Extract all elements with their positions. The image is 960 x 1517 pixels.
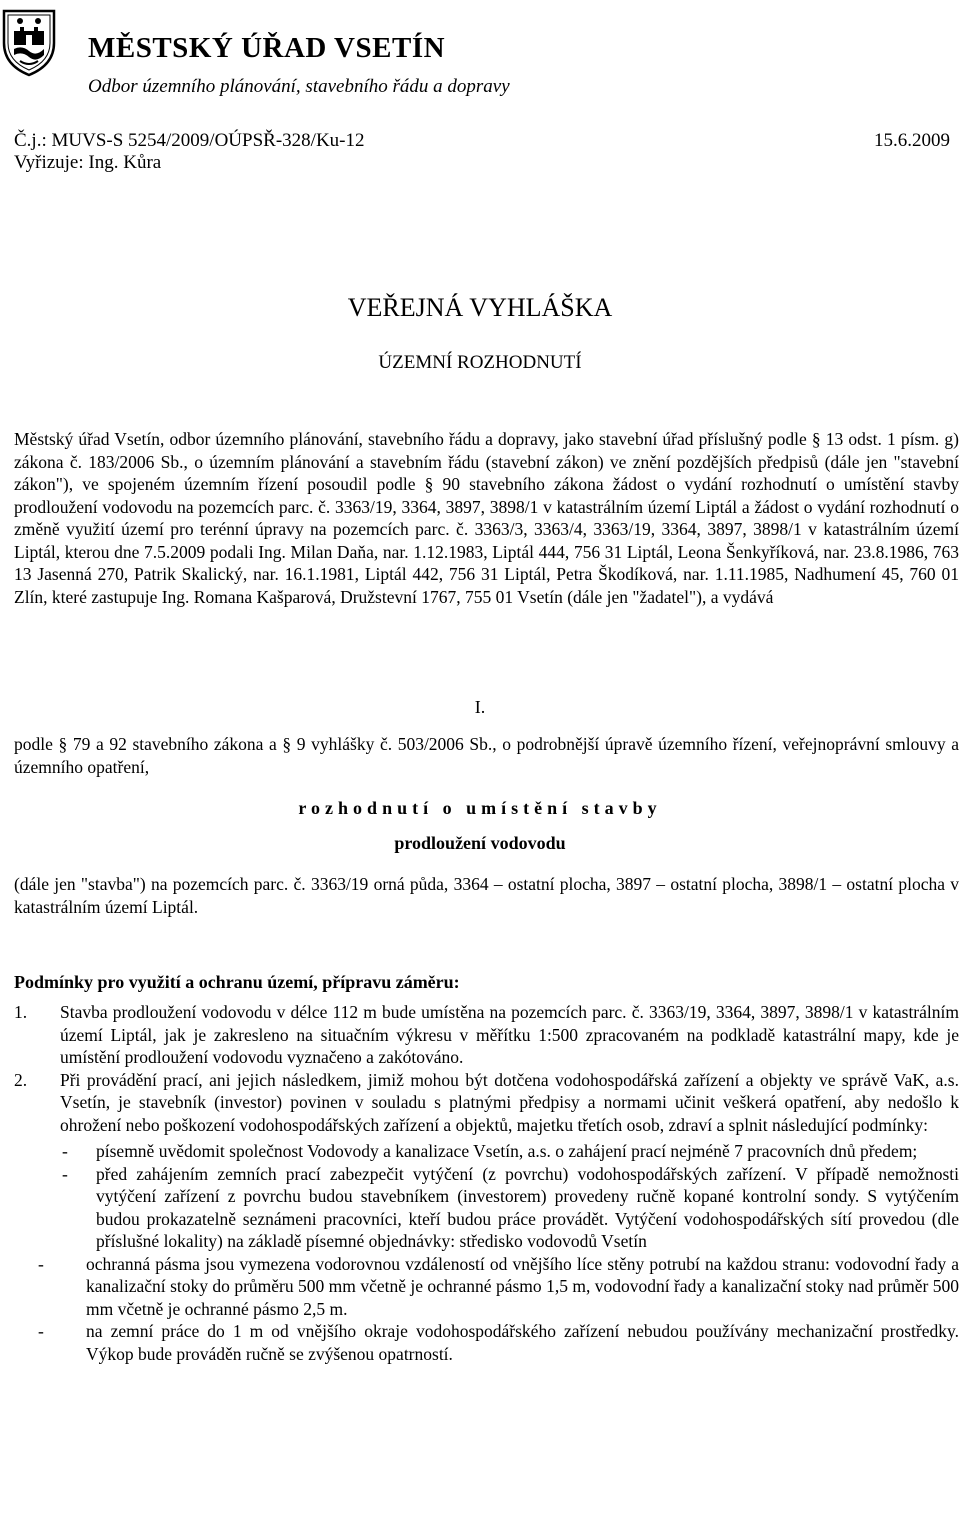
condition-number: 2. bbox=[14, 1069, 28, 1090]
decision-heading: rozhodnutí o umístění stavby bbox=[298, 798, 662, 818]
handler-name: Vyřizuje: Ing. Kůra bbox=[14, 152, 162, 173]
section-number: I. bbox=[474, 697, 486, 717]
decision-subject: prodloužení vodovodu bbox=[394, 833, 566, 853]
office-department: Odbor územního plánování, stavebního řádu a dopravy bbox=[88, 76, 510, 97]
condition-text: Stavba prodloužení vodovodu v délce 112 m bude umístěna na pozemcích parc. č. 3363/19, 3364, 3897, 3898/1 v katastrálním území Liptál, jak je zakresleno na situačním výkresu v měřítku 1:500 zpracovaném na podkladě katastrální mapy, kde je umístění prodloužení vodovodu vyznačeno a zakótováno. bbox=[60, 1002, 959, 1067]
office-title: MĚSTSKÝ ÚŘAD VSETÍN bbox=[88, 32, 446, 64]
legal-basis-paragraph: podle § 79 a 92 stavebního zákona a § 9 vyhlášky č. 503/2006 Sb., o podrobnější úpravě územního řízení, veřejnoprávní smlouvy a územního opatření, bbox=[14, 734, 959, 777]
condition-number: 1. bbox=[14, 1002, 28, 1022]
sub-condition-text: písemně uvědomit společnost Vodovody a kanalizace Vsetín, a.s. o zahájení prací nejméně 7 pracovních dnů předem; bbox=[96, 1141, 918, 1161]
reference-number: Č.j.: MUVS-S 5254/2009/OÚPSŘ-328/Ku-12 bbox=[14, 130, 365, 151]
reference-row bbox=[14, 130, 950, 152]
intro-paragraph: Městský úřad Vsetín, odbor územního plánování, stavebního řádu a dopravy, jako stavební úřad příslušný podle § 13 odst. 1 písm. g) zákona č. 183/2006 Sb., o územním plánování a stavebním řádu (stavební zákon) ve znění pozdějších předpisů (dále jen "stavební zákon"), ve spojeném územním řízení posoudil podle § 90 stavebního zákona žádost o vydání rozhodnutí o umístění stavby prodloužení vodovodu na pozemcích parc. č. 3363/19, 3364, 3897, 3898/1 v katastrálním území Liptál a žádost o vydání rozhodnutí o změně využití území pro terénní úpravy na pozemcích parc. č. 3363/3, 3363/4, 3363/19, 3364, 3897, 3898/1 v katastrálním území Liptál, kterou dne 7.5.2009 podali Ing. Milan Daňa, nar. 1.12.1983, Liptál 444, 756 31 Liptál, Leona Šenkyříková, nar. 23.8.1986, 763 13 Jasenná 270, Patrik Skalický, nar. 16.1.1981, Liptál 442, 756 31 Liptál, Petra Škodíková, nar. 1.11.1985, Nadhumení 45, 760 01 Zlín, které zastupuje Ing. Romana Kašparová, Družstevní 1767, 755 01 Vsetín (dále jen "žadatel"), a vydává bbox=[14, 429, 959, 607]
condition-text: Při provádění prací, ani jejich následkem, jimiž mohou být dotčena vodohospodářská zařízení a objekty ve správě VaK, a.s. Vsetín, je stavebník (investor) povinen v souladu s platnými předpisy a normami učinit veškerá opatření, aby nedošlo k ohrožení nebo poškození vodohospodářských zařízení a objektů, majetku třetích osob, zdraví a splnit následující podmínky: bbox=[60, 1069, 959, 1135]
sub-condition-text: na zemní práce do 1 m od vnějšího okraje vodohospodářského zařízení nebudou používány mechanizační prostředky. Výkop bude prováděn ručně se zvýšenou opatrností. bbox=[86, 1321, 959, 1364]
conditions-heading: Podmínky pro využití a ochranu území, přípravu záměru: bbox=[14, 972, 460, 992]
condition-item bbox=[14, 1069, 959, 1137]
condition-item bbox=[14, 1001, 959, 1069]
sub-condition-item bbox=[62, 1140, 959, 1163]
document-subtitle: ÚZEMNÍ ROZHODNUTÍ bbox=[378, 352, 582, 373]
sub-condition-dash: - bbox=[62, 1163, 68, 1184]
sub-condition-dash: - bbox=[38, 1253, 44, 1274]
sub-condition-dash: - bbox=[38, 1321, 44, 1341]
sub-condition-text: před zahájením zemních prací zabezpečit vytýčení (z povrchu) vodohospodářských zařízení. V případě nemožnosti vytýčení zařízení z povrchu budou stavebníkem (investorem) provedeny ručně kopané kontrolní sondy. S vytýčením budou prokazatelně seznámeni pracovníci, kteří budou práce provádět. Vytýčení vodohospodářských sítí provedou (dle příslušné lokality) na základě písemné objednávky: středisko vodovodů Vsetín bbox=[96, 1163, 959, 1251]
sub-condition-item bbox=[38, 1320, 959, 1365]
sub-condition-dash: - bbox=[62, 1141, 68, 1161]
document-date: 15.6.2009 bbox=[874, 130, 950, 151]
stavba-description: (dále jen "stavba") na pozemcích parc. č. 3363/19 orná půda, 3364 – ostatní plocha, 3897 – ostatní plocha, 3898/1 – ostatní plocha v katastrálním území Liptál. bbox=[14, 874, 959, 917]
conditions-list bbox=[14, 1001, 959, 1365]
sub-condition-item bbox=[38, 1253, 959, 1321]
sub-condition-item bbox=[62, 1163, 959, 1253]
document-title: VEŘEJNÁ VYHLÁŠKA bbox=[347, 293, 613, 322]
sub-conditions-list bbox=[14, 1140, 959, 1365]
coat-of-arms-icon bbox=[0, 5, 58, 77]
sub-condition-text: ochranná pásma jsou vymezena vodorovnou vzdáleností od vnějšího líce stěny potrubí na každou stranu: vodovodní řady a kanalizační stoky do průměru 500 mm včetně je ochranné pásmo 1,5 m, vodovodní řady a kanalizační stoky nad průměr 500 mm včetně je ochranné pásmo 2,5 m. bbox=[86, 1253, 959, 1319]
